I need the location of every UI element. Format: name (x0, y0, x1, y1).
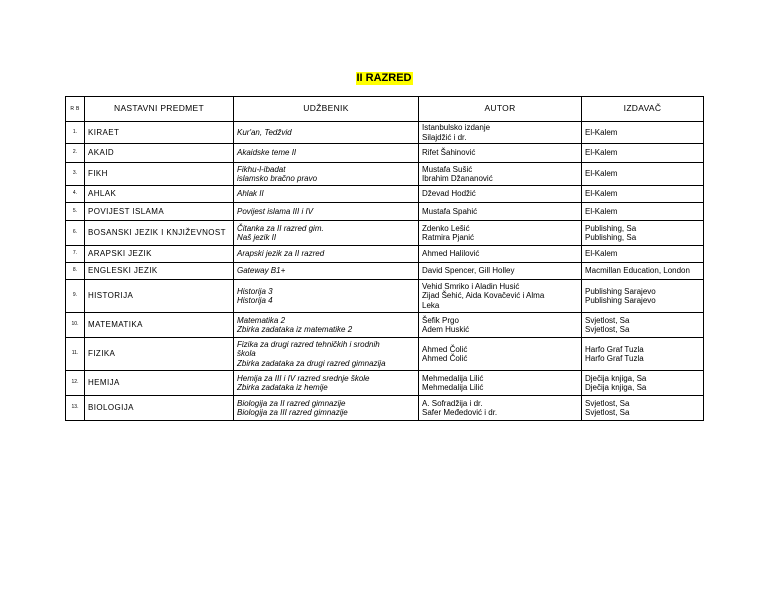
textbook-cell (234, 246, 419, 263)
header-author: AUTOR (419, 97, 582, 122)
table-row (66, 338, 704, 371)
textbook-line: Biologija za III razred gimnazije (237, 408, 348, 417)
author-line: Adem Huskić (422, 325, 470, 334)
row-number: 6. (66, 221, 85, 246)
table-row (66, 144, 704, 163)
header-rb: R B (66, 97, 85, 122)
row-number: 5. (66, 203, 85, 221)
author-cell (419, 163, 582, 186)
publisher-line: Dječija knjiga, Sa (585, 383, 647, 392)
table-row (66, 246, 704, 263)
subject-cell: FIZIKA (85, 338, 234, 371)
textbook-cell (234, 144, 419, 163)
author-line: Istanbulsko izdanje (422, 123, 491, 132)
row-number: 1. (66, 122, 85, 144)
header-textbook: UDŽBENIK (234, 97, 419, 122)
row-number: 13. (66, 396, 85, 421)
textbook-cell (234, 122, 419, 144)
row-number: 8. (66, 263, 85, 280)
row-number: 9. (66, 280, 85, 313)
publisher-line: El-Kalem (585, 148, 618, 158)
publisher-cell (582, 396, 704, 421)
author-line: Safer Međedović i dr. (422, 408, 498, 417)
publisher-line: Publishing Sarajevo (585, 296, 656, 305)
author-line: Ratmira Pjanić (422, 233, 475, 242)
textbook-line: Akaidske teme II (237, 148, 297, 158)
author-line: Leka (422, 300, 440, 310)
textbook-line: Fizika za drugi razred tehničkih i srodnih (237, 339, 380, 349)
row-number: 12. (66, 371, 85, 396)
subject-cell: FIKH (85, 163, 234, 186)
textbook-cell (234, 371, 419, 396)
author-cell (419, 313, 582, 338)
subject-cell: HISTORIJA (85, 280, 234, 313)
publisher-cell (582, 186, 704, 203)
author-cell (419, 280, 582, 313)
subject-cell: KIRAET (85, 122, 234, 144)
table-header-row (66, 97, 704, 122)
textbook-cell (234, 280, 419, 313)
title-wrapper (0, 68, 768, 86)
publisher-line: Svjetlost, Sa (585, 398, 630, 408)
textbook-line: Kur'an, Tedžvid (237, 127, 292, 137)
table-row (66, 313, 704, 338)
publisher-cell (582, 122, 704, 144)
publisher-cell (582, 371, 704, 396)
publisher-line: Svjetlost, Sa (585, 325, 630, 334)
author-cell (419, 122, 582, 144)
header-publisher: IZDAVAČ (582, 97, 704, 122)
subject-cell: POVIJEST ISLAMA (85, 203, 234, 221)
row-number: 7. (66, 246, 85, 263)
textbook-cell (234, 338, 419, 371)
publisher-line: El-Kalem (585, 249, 618, 259)
subject-cell: HEMIJA (85, 371, 234, 396)
textbook-line: Povijest islama III i IV (237, 206, 314, 216)
publisher-cell (582, 280, 704, 313)
table-body (66, 122, 704, 421)
publisher-line: Dječija knjiga, Sa (585, 373, 647, 383)
publisher-line: El-Kalem (585, 206, 618, 216)
textbook-cell (234, 263, 419, 280)
table-row (66, 396, 704, 421)
publisher-line: El-Kalem (585, 189, 618, 199)
author-cell (419, 186, 582, 203)
table-row (66, 280, 704, 313)
textbook-line: Gateway B1+ (237, 266, 286, 276)
publisher-cell (582, 246, 704, 263)
textbook-line: Arapski jezik za II razred (237, 249, 325, 259)
table-row (66, 186, 704, 203)
textbook-line: Historija 3 (237, 286, 273, 296)
textbook-cell (234, 313, 419, 338)
row-number: 3. (66, 163, 85, 186)
table-row (66, 203, 704, 221)
publisher-cell (582, 203, 704, 221)
textbook-line: Fikhu-l-ibadat (237, 164, 286, 174)
author-line: Silajdžić i dr. (422, 132, 467, 142)
table-row (66, 263, 704, 280)
textbook-cell (234, 163, 419, 186)
publisher-cell (582, 163, 704, 186)
textbook-cell (234, 203, 419, 221)
author-line: Rifet Šahinović (422, 148, 476, 158)
author-line: Mehmedalija Lilić (422, 373, 484, 383)
subject-cell: MATEMATIKA (85, 313, 234, 338)
author-line: Mehmedalija Lilić (422, 383, 484, 392)
publisher-line: Svjetlost, Sa (585, 408, 630, 417)
row-number: 4. (66, 186, 85, 203)
textbook-table (65, 96, 704, 421)
author-line: Ahmed Čolić (422, 354, 468, 363)
textbook-line: Matematika 2 (237, 315, 286, 325)
publisher-cell (582, 338, 704, 371)
subject-cell: AKAID (85, 144, 234, 163)
author-cell (419, 396, 582, 421)
row-number: 11. (66, 338, 85, 371)
textbook-line: Čitanka za II razred gim. (237, 223, 324, 233)
subject-cell: ENGLESKI JEZIK (85, 263, 234, 280)
author-line: Dževad Hodžić (422, 189, 476, 199)
table-row (66, 221, 704, 246)
page-title: II RAZRED (356, 72, 412, 84)
author-cell (419, 338, 582, 371)
subject-cell: AHLAK (85, 186, 234, 203)
textbook-line: Zbirka zadataka za drugi razred gimnazija (237, 358, 386, 368)
author-cell (419, 263, 582, 280)
publisher-line: Svjetlost, Sa (585, 315, 630, 325)
header-subject: NASTAVNI PREDMET (85, 97, 234, 122)
author-cell (419, 371, 582, 396)
publisher-line: Harfo Graf Tuzla (585, 354, 644, 363)
table-row (66, 163, 704, 186)
textbook-cell (234, 186, 419, 203)
row-number: 10. (66, 313, 85, 338)
subject-cell: BIOLOGIJA (85, 396, 234, 421)
author-cell (419, 246, 582, 263)
author-line: Mustafa Sušić (422, 164, 473, 174)
publisher-line: El-Kalem (585, 169, 618, 179)
textbook-line: Naš jezik II (237, 233, 277, 242)
author-line: Mustafa Spahić (422, 206, 478, 216)
textbook-cell (234, 396, 419, 421)
publisher-line: Publishing Sarajevo (585, 286, 656, 296)
author-line: Ahmed Halilović (422, 249, 480, 259)
table-row (66, 122, 704, 144)
author-line: Ibrahim Džananović (422, 174, 493, 183)
publisher-line: Macmillan Education, London (585, 266, 690, 276)
textbook-cell (234, 221, 419, 246)
publisher-cell (582, 263, 704, 280)
subject-cell: BOSANSKI JEZIK I KNJIŽEVNOST (85, 221, 234, 246)
author-line: Ahmed Čolić (422, 344, 468, 354)
author-cell (419, 203, 582, 221)
author-line: David Spencer, Gill Holley (422, 266, 515, 276)
publisher-cell (582, 221, 704, 246)
table-row (66, 371, 704, 396)
textbook-line: Ahlak II (237, 189, 264, 199)
publisher-line: Publishing, Sa (585, 233, 637, 242)
publisher-line: El-Kalem (585, 127, 618, 137)
publisher-line: Publishing, Sa (585, 223, 637, 233)
textbook-line: Hemija za III i IV razred srednje škole (237, 373, 370, 383)
author-cell (419, 144, 582, 163)
publisher-cell (582, 313, 704, 338)
author-line: Zijad Šehić, Aida Kovačević i Alma (422, 291, 545, 301)
textbook-line: Zbirka zadataka iz matematike 2 (237, 325, 353, 334)
textbook-line: Historija 4 (237, 296, 273, 305)
publisher-line: Harfo Graf Tuzla (585, 344, 644, 354)
author-cell (419, 221, 582, 246)
author-line: Šefik Prgo (422, 315, 459, 325)
author-line: Zdenko Lešić (422, 223, 470, 233)
author-line: Vehid Smriko i Aladin Husić (422, 281, 520, 291)
row-number: 2. (66, 144, 85, 163)
textbook-line: islamsko bračno pravo (237, 174, 318, 183)
author-line: A. Sofradžija i dr. (422, 398, 483, 408)
textbook-line: škola (237, 349, 256, 359)
subject-cell: ARAPSKI JEZIK (85, 246, 234, 263)
textbook-line: Zbirka zadataka iz hemije (237, 383, 328, 392)
textbook-line: Biologija za II razred gimnazije (237, 398, 346, 408)
publisher-cell (582, 144, 704, 163)
